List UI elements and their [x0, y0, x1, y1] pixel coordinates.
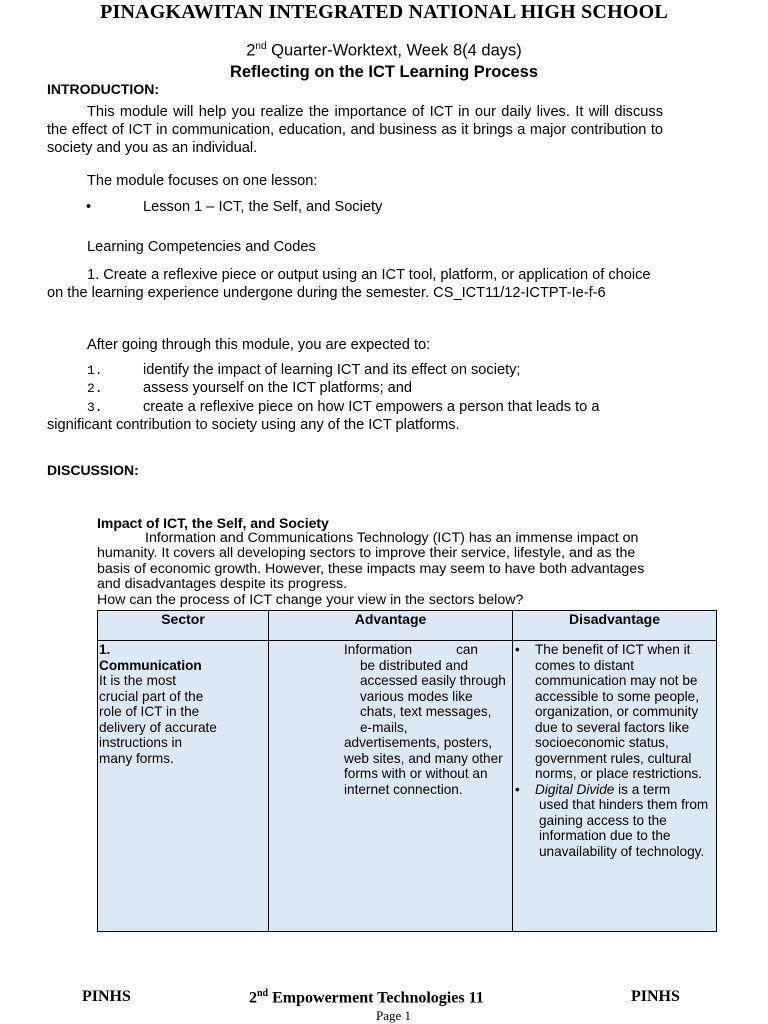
objective-item-continued: significant contribution to society using any of the ICT platforms.	[47, 417, 460, 433]
discussion-heading: DISCUSSION:	[47, 462, 139, 478]
sector-name: Communication	[99, 657, 202, 673]
page-number: Page 1	[375, 1008, 412, 1023]
impact-heading: Impact of ICT, the Self, and Society	[97, 515, 329, 531]
sector-number: 1.	[99, 642, 111, 657]
footer-right: PINHS	[631, 988, 680, 1005]
objective-item: assess yourself on the ICT platforms; and	[143, 380, 413, 396]
bullet-icon: •	[515, 781, 520, 797]
objective-number: 1.	[87, 363, 103, 378]
quarter-title: 2nd Quarter-Worktext, Week 8(4 days)	[246, 41, 522, 60]
impact-question: How can the process of ICT change your view in the sectors below?	[97, 591, 524, 608]
disadvantage-cell	[513, 641, 717, 932]
school-name: PINAGKAWITAN INTEGRATED NATIONAL HIGH SCHOOL	[100, 1, 668, 23]
module-subtitle: Reflecting on the ICT Learning Process	[229, 63, 539, 81]
introduction-heading: INTRODUCTION:	[47, 81, 159, 97]
sector-column-header: Sector	[98, 611, 269, 641]
digital-divide-term: Digital Divide	[535, 781, 615, 797]
objective-item: create a reflexive piece on how ICT empowers a person that leads to a	[143, 399, 600, 415]
disadvantage-item: • The benefit of ICT when it comes to distant communication may not be accessible to some people, organization, or community due to several factors like socioeconomic status, government rules, cultural norms, or place restrictions.	[515, 642, 702, 781]
bullet-icon: •	[86, 199, 92, 215]
objectives-intro: After going through this module, you are expected to:	[87, 337, 431, 353]
focus-text: The module focuses on one lesson:	[87, 173, 318, 189]
footer-center: 2nd Empowerment Technologies 11	[249, 988, 484, 1007]
competency-item: 1. Create a reflexive piece or output using an ICT tool, platform, or application of choice on the learning experience undergone during the semester. CS_ICT11/12-ICTPT-Ie-f-6	[47, 267, 651, 301]
objective-item: identify the impact of learning ICT and its effect on society;	[143, 362, 521, 378]
sector-table	[97, 610, 717, 932]
table-row	[98, 641, 717, 932]
disadvantage-item: • Digital Divide is a term	[515, 781, 671, 797]
advantage-cell	[269, 641, 513, 932]
objective-number: 3.	[87, 400, 103, 415]
competencies-heading: Learning Competencies and Codes	[87, 239, 316, 255]
advantage-emails: e-mails,	[360, 719, 408, 735]
advantage-word: can	[456, 642, 478, 657]
impact-paragraph: Information and Communications Technology (ICT) has an immense impact on humanity. It covers all developing sectors to improve their service, lifestyle, and as the basis of economic growth. However, these impacts may seem to have both advantages and disadvantages despite its progress. How can the process of ICT change your view in the sectors below?	[97, 530, 645, 608]
objective-number: 2.	[87, 381, 103, 396]
advantage-column-header: Advantage	[269, 611, 513, 641]
table-header-row	[98, 611, 717, 641]
sector-description: It is the most crucial part of the role of ICT in the delivery of accurate instructions in many forms.	[99, 673, 217, 766]
footer-left: PINHS	[82, 988, 131, 1005]
disadvantage-column-header: Disadvantage	[513, 611, 717, 641]
advantage-text-end: advertisements, posters, web sites, and many other forms with or without an internet connection.	[344, 735, 503, 797]
bullet-icon: •	[515, 642, 520, 657]
advantage-text: be distributed and accessed easily through various modes like chats, text messages,	[360, 657, 506, 719]
introduction-paragraph: This module will help you realize the importance of ICT in our daily lives. It will discuss the effect of ICT in communication, education, and business as it brings a major contribution to society and you as an individual.	[47, 104, 663, 156]
sector-cell	[98, 641, 269, 932]
lesson-item: Lesson 1 – ICT, the Self, and Society	[143, 199, 383, 215]
advantage-word: Information	[344, 642, 413, 657]
disadvantage-item-continued: used that hinders them from gaining access to the information due to the unavailability of technology.	[539, 797, 709, 859]
